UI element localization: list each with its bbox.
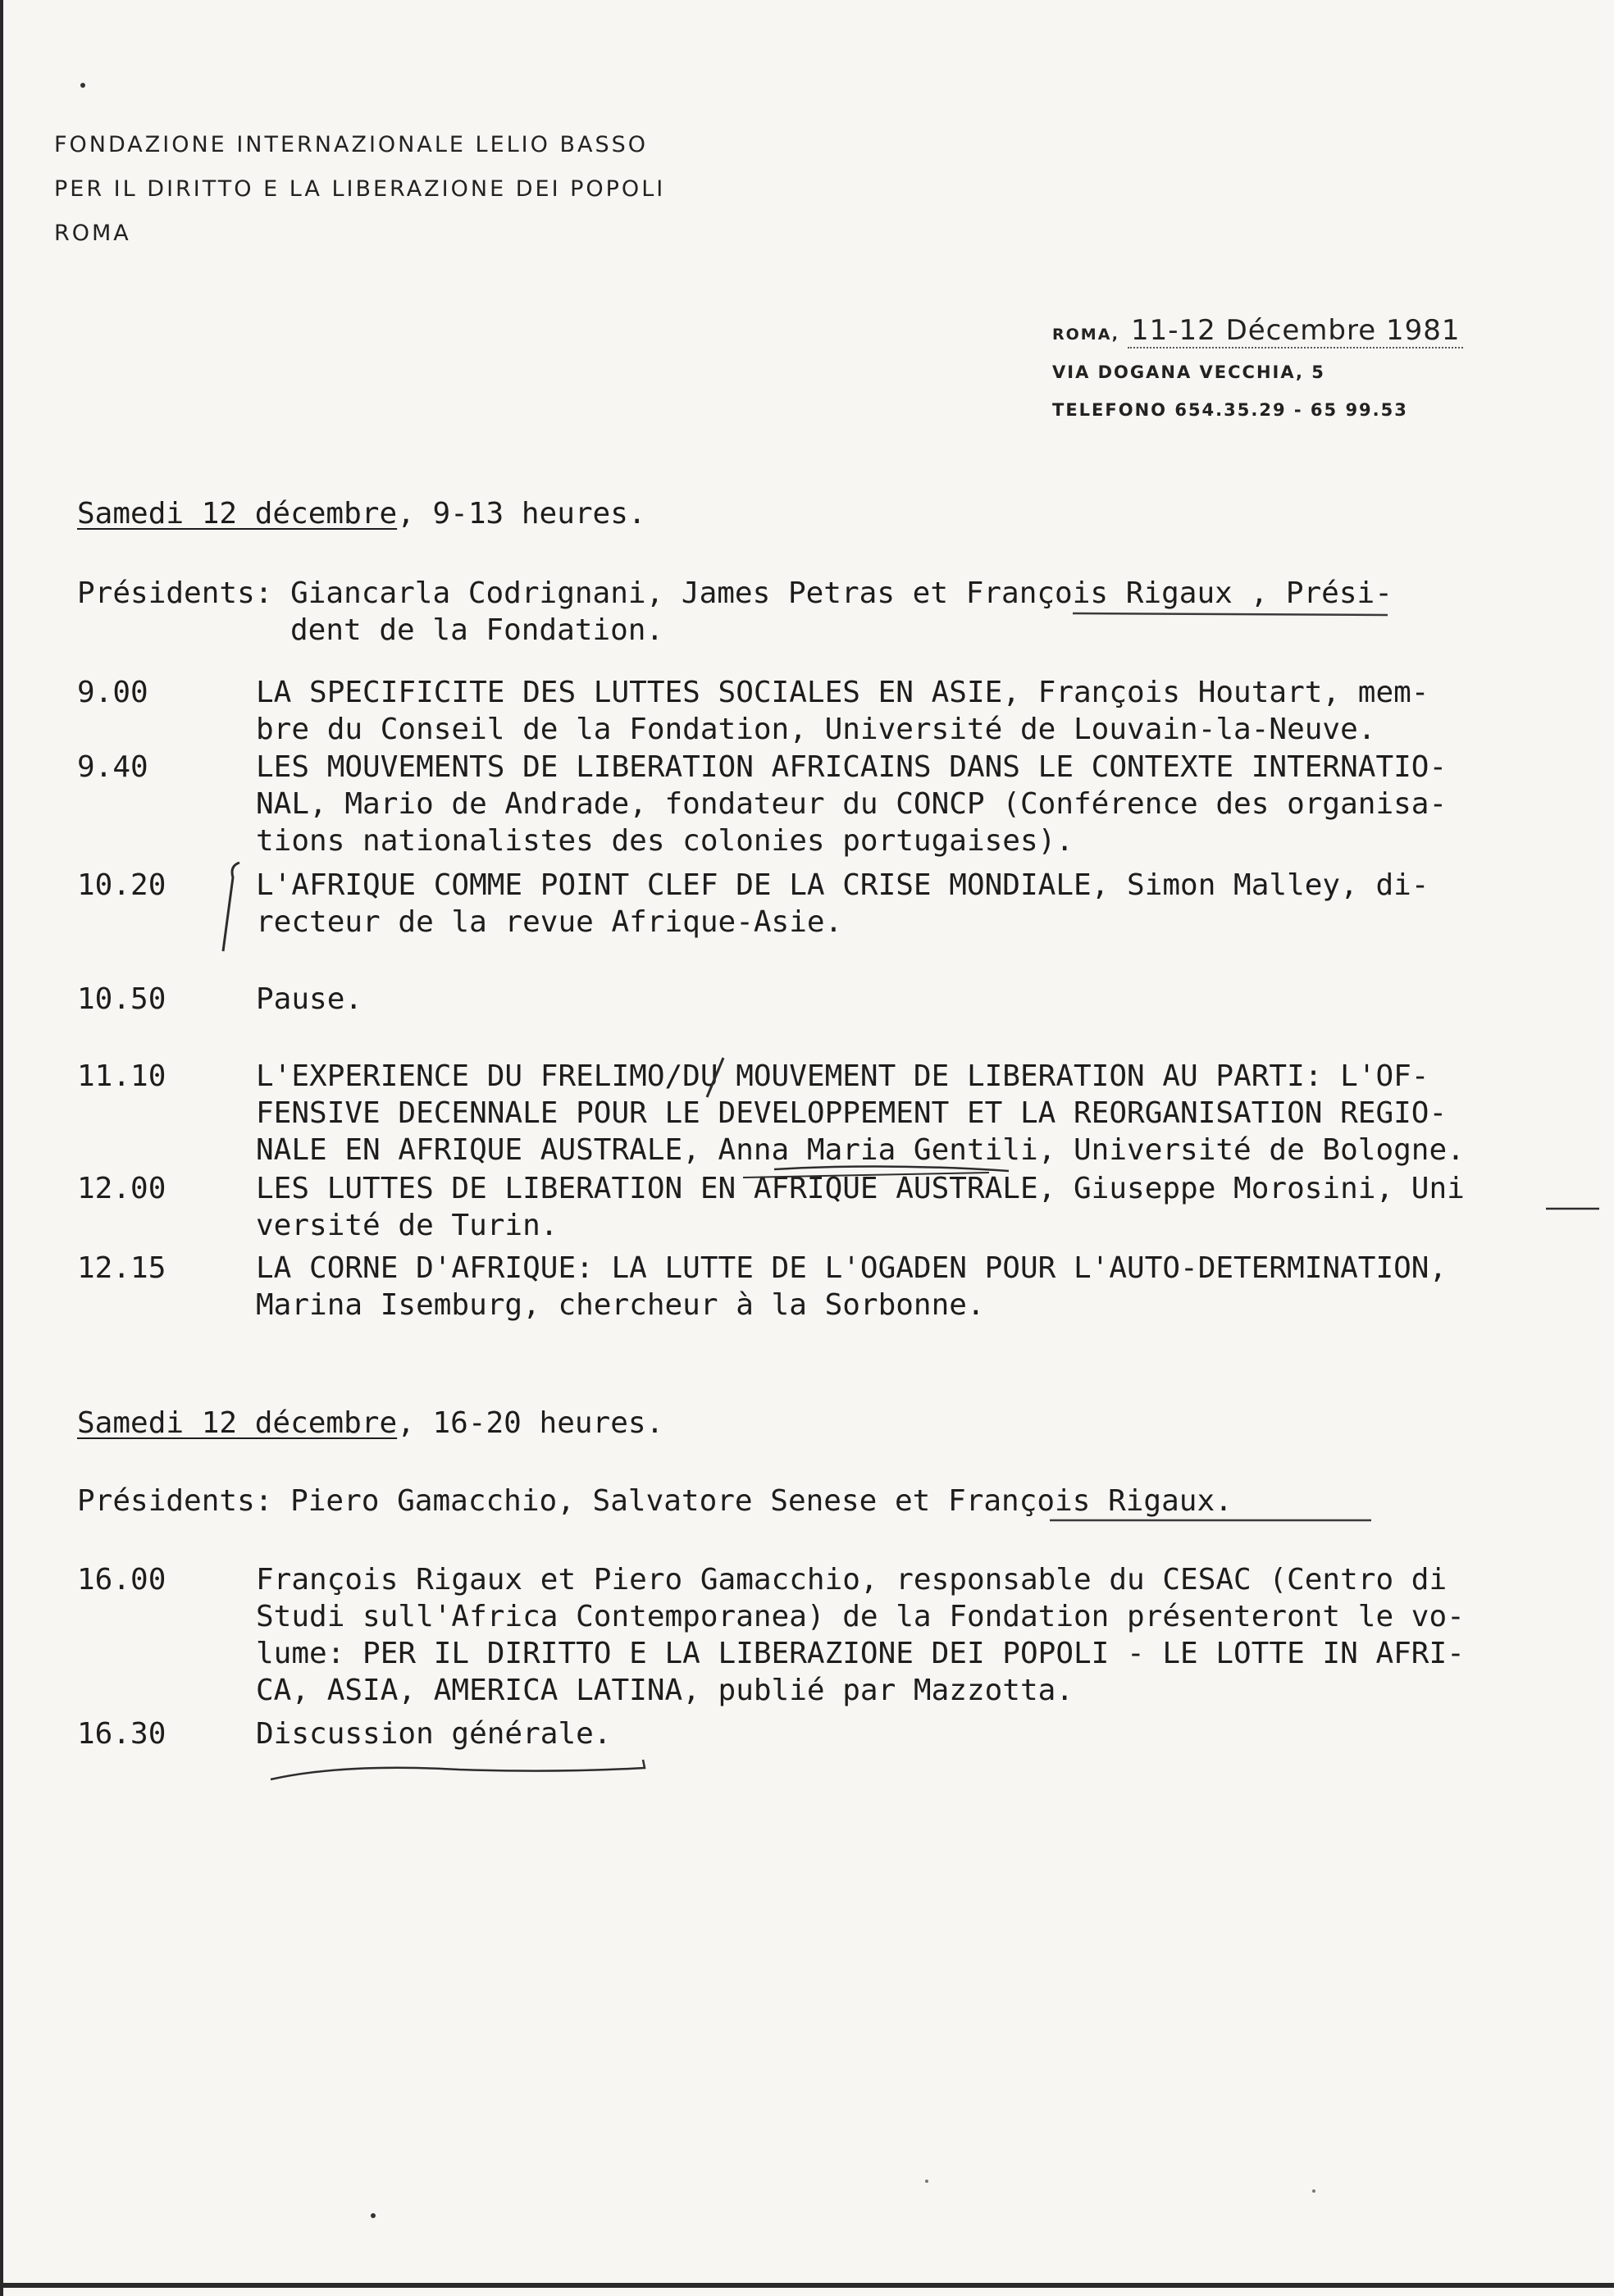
address-block	[1052, 312, 1463, 429]
session2-heading-day: Samedi 12 décembre	[77, 1406, 398, 1440]
item-line: Marina Isemburg, chercheur à la Sorbonne.	[256, 1288, 985, 1322]
item-line: LES LUTTES DE LIBERATION EN AFRIQUE AUSTRALE, Giuseppe Morosini, Uni	[256, 1172, 1465, 1205]
page-left-edge	[0, 0, 3, 2296]
time-label: 9.00	[77, 676, 148, 709]
session1-heading	[77, 497, 646, 531]
item-line: LES MOUVEMENTS DE LIBERATION AFRICAINS DANS LE CONTEXTE INTERNATIO-	[256, 750, 1448, 784]
pen-underline-discussion	[271, 1760, 645, 1779]
letterhead-line-2: PER IL DIRITTO E LA LIBERAZIONE DEI POPOLI	[54, 176, 666, 202]
page-bottom-edge	[0, 2283, 1614, 2288]
item-line: L'EXPERIENCE DU FRELIMO/DU MOUVEMENT DE LIBERATION AU PARTI: L'OF-	[256, 1059, 1429, 1093]
item-line: recteur de la revue Afrique-Asie.	[256, 905, 843, 939]
letterhead-line-1: FONDAZIONE INTERNAZIONALE LELIO BASSO	[54, 132, 648, 157]
item-line: bre du Conseil de la Fondation, Université de Louvain-la-Neuve.	[256, 713, 1376, 746]
item-line: lume: PER IL DIRITTO E LA LIBERAZIONE DEI POPOLI - LE LOTTE IN AFRI-	[256, 1637, 1465, 1670]
paper-speck	[371, 2213, 376, 2218]
pen-underline-gentili	[774, 1166, 1009, 1171]
time-label: 12.15	[77, 1251, 166, 1285]
phone-number: TELEFONO 654.35.29 - 65 99.53	[1052, 400, 1408, 420]
dateline	[1052, 312, 1463, 353]
street-address: VIA DOGANA VECCHIA, 5	[1052, 362, 1325, 382]
time-label: 12.00	[77, 1172, 166, 1205]
letterhead-line-3: ROMA	[54, 221, 131, 246]
item-line: CA, ASIA, AMERICA LATINA, publié par Mazzotta.	[256, 1674, 1074, 1707]
session1-presidents-line-1: Présidents: Giancarla Codrignani, James Petras et François Rigaux , Prési-	[77, 576, 1393, 610]
item-line: NAL, Mario de Andrade, fondateur du CONCP (Conférence des organisa-	[256, 787, 1448, 821]
paper-speck	[1312, 2189, 1315, 2193]
item-line: LA SPECIFICITE DES LUTTES SOCIALES EN ASIE, François Houtart, mem-	[256, 676, 1429, 709]
item-line: LA CORNE D'AFRIQUE: LA LUTTE DE L'OGADEN POUR L'AUTO-DETERMINATION,	[256, 1251, 1448, 1285]
city-label: ROMA,	[1052, 326, 1119, 344]
session1-heading-day: Samedi 12 décembre	[77, 497, 398, 531]
time-label: 11.10	[77, 1059, 166, 1093]
item-line: François Rigaux et Piero Gamacchio, responsable du CESAC (Centro di	[256, 1563, 1448, 1597]
item-line: L'AFRIQUE COMME POINT CLEF DE LA CRISE MONDIALE, Simon Malley, di-	[256, 868, 1429, 902]
item-line: versité de Turin.	[256, 1209, 559, 1242]
time-label: 10.50	[77, 982, 166, 1016]
item-line: NALE EN AFRIQUE AUSTRALE, Anna Maria Gentili, Université de Bologne.	[256, 1133, 1465, 1167]
date-value: 11-12 Décembre 1981	[1128, 314, 1464, 348]
item-line: FENSIVE DECENNALE POUR LE DEVELOPPEMENT ET LA REORGANISATION REGIO-	[256, 1096, 1448, 1130]
item-line: Studi sull'Africa Contemporanea) de la Fondation présenteront le vo-	[256, 1600, 1465, 1633]
session2-heading	[77, 1406, 663, 1440]
letterhead	[54, 123, 665, 256]
time-label: 9.40	[77, 750, 148, 784]
pen-underline-rigaux-1	[1073, 613, 1388, 615]
item-line: Pause.	[256, 982, 363, 1016]
time-label: 16.00	[77, 1563, 166, 1597]
item-line: Discussion générale.	[256, 1717, 612, 1751]
time-label: 16.30	[77, 1717, 166, 1751]
paper-speck	[80, 83, 85, 88]
session1-heading-rest: , 9-13 heures.	[397, 497, 646, 531]
pen-bracket-mark	[223, 863, 239, 951]
session2-presidents-line-1: Présidents: Piero Gamacchio, Salvatore Senese et François Rigaux.	[77, 1484, 1233, 1518]
paper-speck	[925, 2180, 928, 2183]
session1-presidents-line-2: dent de la Fondation.	[290, 613, 664, 647]
time-label: 10.20	[77, 868, 166, 902]
item-line: tions nationalistes des colonies portugaises).	[256, 824, 1074, 858]
session2-heading-rest: , 16-20 heures.	[397, 1406, 664, 1440]
